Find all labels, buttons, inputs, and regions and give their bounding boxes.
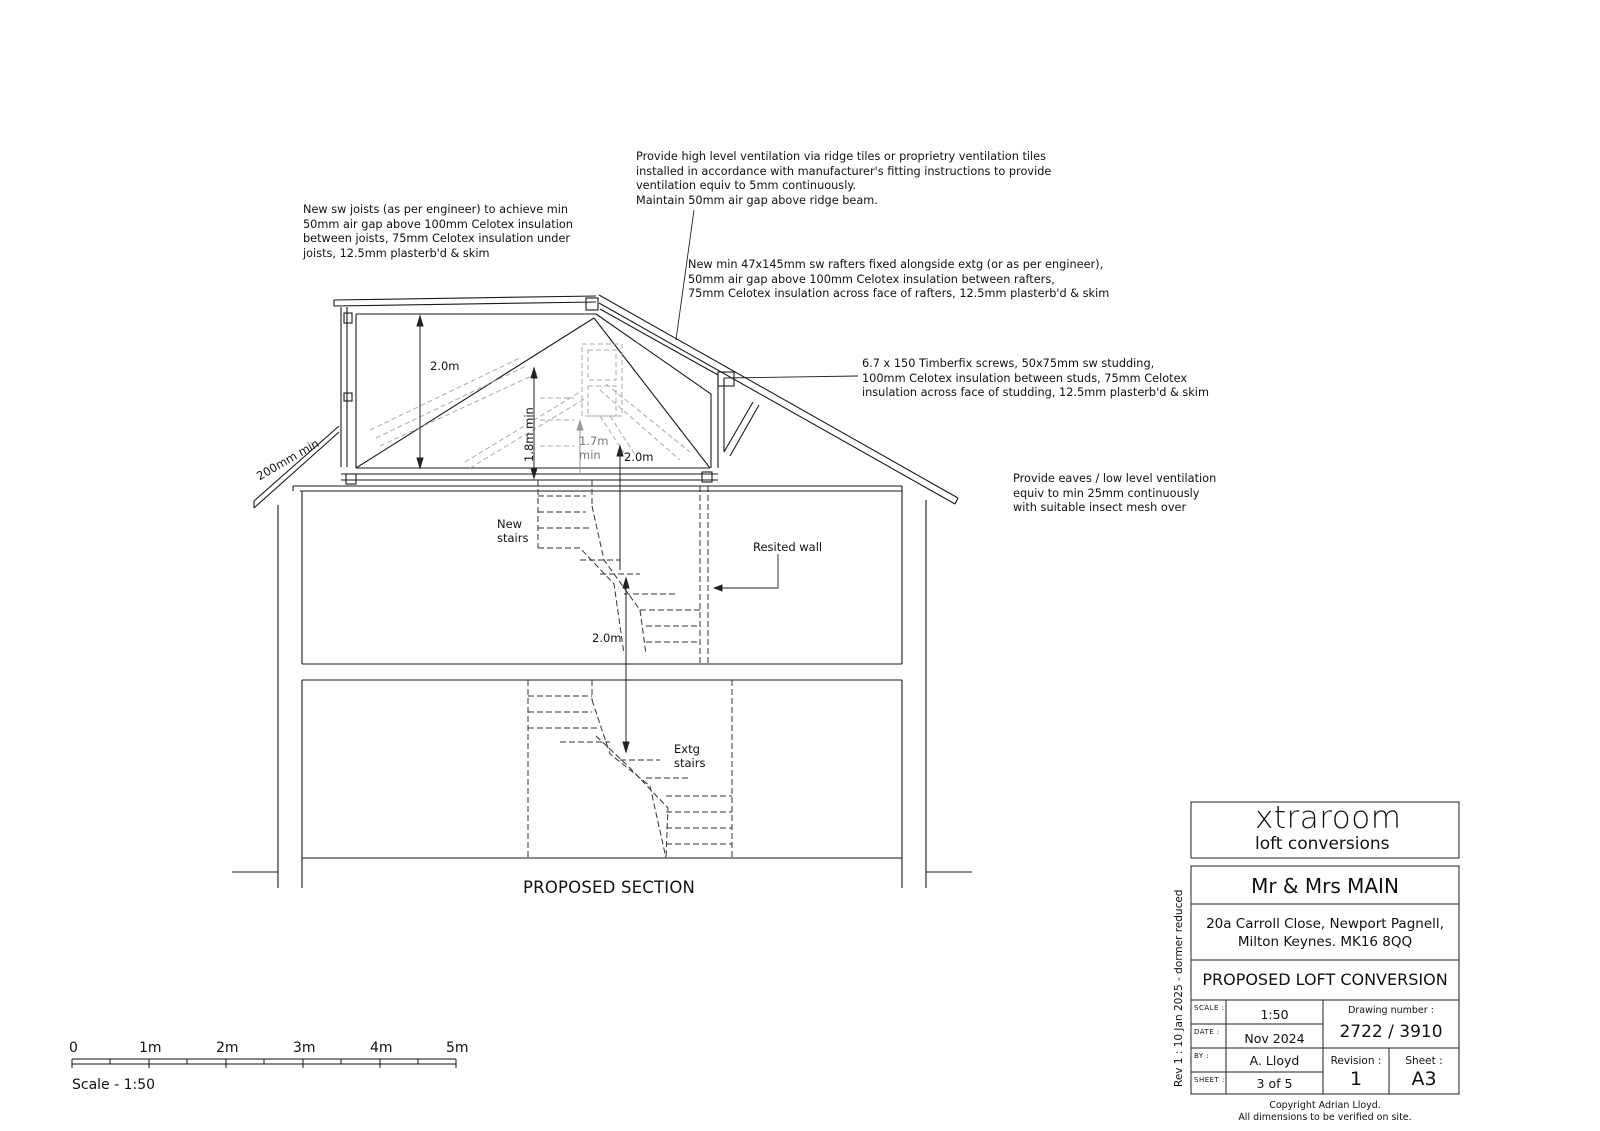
label-line: stairs <box>497 531 529 545</box>
note-line: New min 47x145mm sw rafters fixed alongside extg (or as per engineer), <box>688 258 1104 271</box>
scale-tick-label: 0 <box>69 1040 78 1056</box>
note-line: between joists, 75mm Celotex insulation under <box>303 232 571 246</box>
sheet-size-value: A3 <box>1411 1068 1437 1090</box>
date-value: Nov 2024 <box>1244 1031 1305 1046</box>
note-line: installed in accordance with manufacturer's fitting instructions to provide <box>636 164 1052 178</box>
address-line-1: 20a Carroll Close, Newport Pagnell, <box>1206 916 1444 932</box>
revision-note: Rev 1 : 10 Jan 2025 - dormer reduced <box>1173 889 1185 1087</box>
scale-tick-label: 4m <box>370 1040 393 1056</box>
dim-stair-lower: 2.0m <box>592 631 622 645</box>
note-line: ventilation equiv to 5mm continuously. <box>636 179 857 193</box>
dim-min-1-7-value: 1.7m <box>579 434 609 448</box>
scale-tick-label: 1m <box>139 1040 162 1056</box>
scale-caption: Scale - 1:50 <box>72 1077 156 1093</box>
dormer-room <box>356 309 724 468</box>
note-line: New sw joists (as per engineer) to achieve min <box>303 203 569 216</box>
drawing-number: 2722 / 3910 <box>1339 1022 1443 1042</box>
label-new-stairs <box>497 517 528 545</box>
label-line: Extg <box>674 742 700 756</box>
ground-floor <box>232 858 972 872</box>
note-line: insulation across face of studding, 12.5mm plasterb'd & skim <box>862 386 1209 400</box>
note-line: with suitable insect mesh over <box>1013 501 1187 515</box>
logo-sub: loft conversions <box>1255 834 1390 854</box>
note-rafters <box>688 258 1109 302</box>
dim-dormer-height: 2.0m <box>430 359 460 373</box>
note-line: 75mm Celotex insulation across face of rafters, 12.5mm plasterb'd & skim <box>688 287 1110 301</box>
label-resited-wall: Resited wall <box>753 540 823 554</box>
loft-floor <box>293 472 902 491</box>
sheet-value: 3 of 5 <box>1256 1076 1293 1091</box>
dim-eaves-200: 200mm min <box>254 436 322 484</box>
dormer-face <box>341 307 352 467</box>
scale-tick-label: 5m <box>446 1040 469 1056</box>
address-line-2: Milton Keynes. MK16 8QQ <box>1237 934 1413 950</box>
client-name: Mr & Mrs MAIN <box>1251 874 1399 898</box>
dim-min-1-7 <box>579 434 609 462</box>
note-line: 100mm Celotex insulation between studs, 75mm Celotex <box>862 371 1188 385</box>
disclaimer: All dimensions to be verified on site. <box>1238 1112 1412 1123</box>
drawing-number-label: Drawing number : <box>1348 1005 1434 1016</box>
revision-value: 1 <box>1349 1068 1363 1090</box>
label-extg-stairs <box>674 742 705 770</box>
note-ventilation-high <box>636 150 1051 208</box>
by-key: BY : <box>1194 1052 1210 1060</box>
note-eaves <box>1013 472 1216 516</box>
dormer-roof <box>334 296 598 310</box>
note-line: 6.7 x 150 Timberfix screws, 50x75mm sw studding, <box>862 357 1155 370</box>
note-line: Provide high level ventilation via ridge tiles or proprietry ventilation tiles <box>636 150 1047 163</box>
new-stairs <box>538 480 708 664</box>
dim-min-1-7-min: min <box>579 448 601 462</box>
note-line: 50mm air gap above 100mm Celotex insulation <box>303 217 573 231</box>
dim-min-1-8: 1.8m min <box>522 407 536 462</box>
dim-stair-head: 2.0m <box>624 450 654 464</box>
logo-main: xtraroom <box>1255 800 1402 836</box>
note-line: Provide eaves / low level ventilation <box>1013 472 1217 485</box>
sheet-key: SHEET : <box>1194 1076 1225 1084</box>
note-joists <box>303 203 573 261</box>
note-line: 50mm air gap above 100mm Celotex insulation between rafters, <box>688 272 1055 286</box>
revision-label: Revision : <box>1330 1055 1382 1067</box>
scale-key: SCALE : <box>1194 1004 1225 1012</box>
note-line: Maintain 50mm air gap above ridge beam. <box>636 193 878 207</box>
copyright: Copyright Adrian Lloyd. <box>1269 1100 1381 1111</box>
note-studding <box>862 357 1209 401</box>
scale-tick-label: 3m <box>293 1040 316 1056</box>
date-key: DATE : <box>1194 1028 1220 1036</box>
sheet-size-label: Sheet : <box>1405 1055 1443 1067</box>
note-line: equiv to min 25mm continuously <box>1013 486 1200 500</box>
label-line: stairs <box>674 756 706 770</box>
section-title: PROPOSED SECTION <box>523 878 696 897</box>
scale-bar-graphic <box>72 1059 456 1068</box>
by-value: A. Lloyd <box>1249 1053 1300 1068</box>
scale-tick-label: 2m <box>216 1040 239 1056</box>
scale-value: 1:50 <box>1260 1007 1289 1022</box>
first-floor <box>302 664 902 680</box>
label-line: New <box>497 517 523 531</box>
project-title: PROPOSED LOFT CONVERSION <box>1202 970 1448 989</box>
note-line: joists, 12.5mm plasterb'd & skim <box>303 246 490 260</box>
